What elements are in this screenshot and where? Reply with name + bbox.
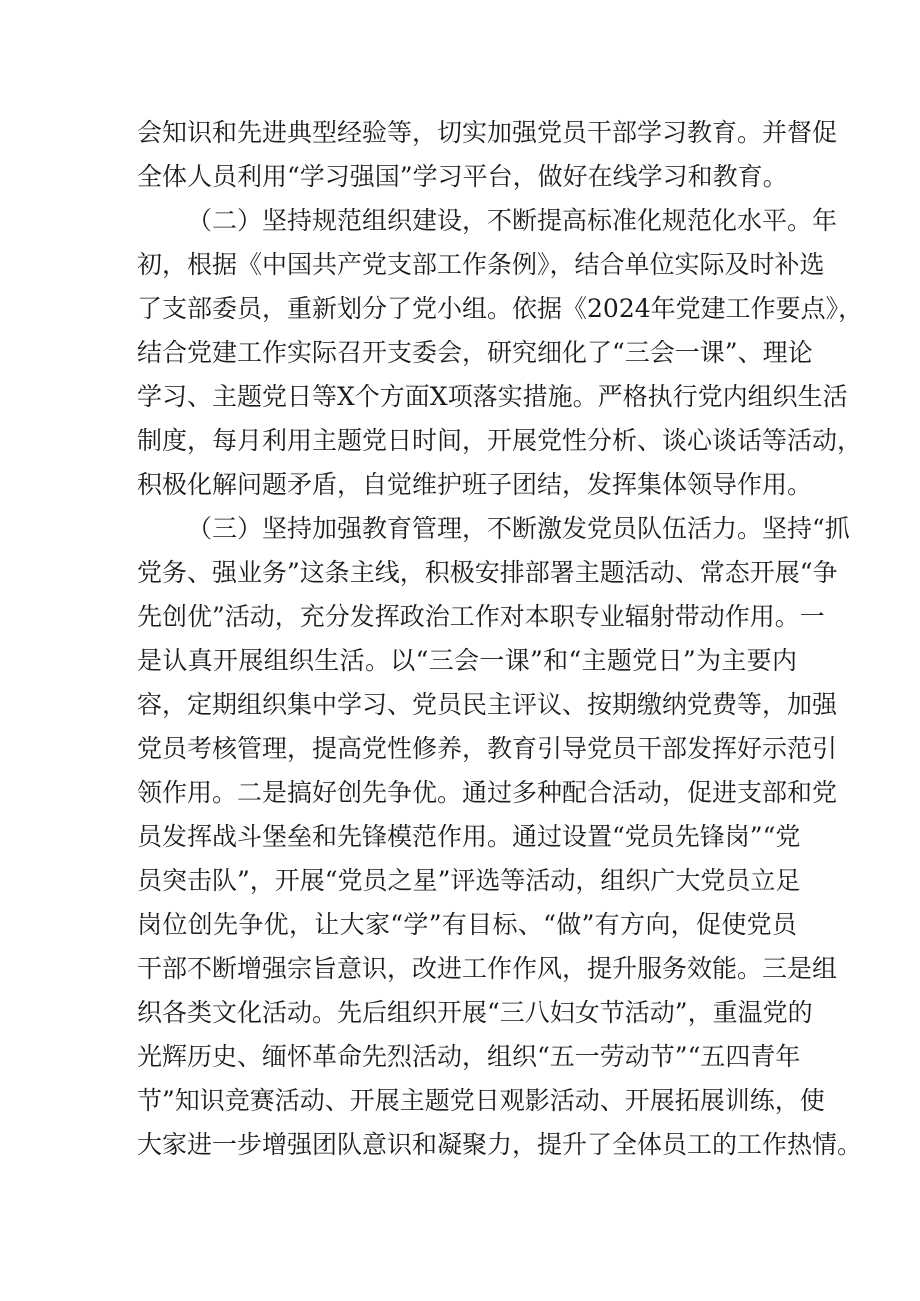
text-line: 制度，每月利用主题党日时间，开展党性分析、谈心谈话等活动， [137,426,863,455]
text-line: 先创优”活动，充分发挥政治工作对本职专业辐射带动作用。一 [137,602,825,631]
text-line: 积极化解问题矛盾，自觉维护班子团结，发挥集体领导作用。 [137,470,813,499]
text-line: 了支部委员，重新划分了党小组。依据《2024年党建工作要点》， [137,294,864,323]
text-line: 大家进一步增强团队意识和凝聚力，提升了全体员工的工作热情。 [137,1130,863,1159]
text-line: 员发挥战斗堡垒和先锋模范作用。通过设置“党员先锋岗”“党 [137,822,801,851]
text-line: 学习、主题党日等X个方面X项落实措施。严格执行党内组织生活 [137,382,848,411]
text-line: 党务、强业务”这条主线，积极安排部署主题活动、常态开展“争 [137,558,838,587]
text-line: 全体人员利用“学习强国”学习平台，做好在线学习和教育。 [137,162,788,191]
text-line: 光辉历史、缅怀革命先烈活动，组织“五一劳动节”“五四青年 [137,1042,801,1071]
section-heading-line: （二）坚持规范组织建设，不断提高标准化规范化水平。年 [187,206,838,235]
text-line: 员突击队”，开展“党员之星”评选等活动，组织广大党员立足 [137,866,801,895]
text-line: 岗位创先争优，让大家“学”有目标、“做”有方向，促使党员 [137,910,797,939]
text-line: 结合党建工作实际召开支委会，研究细化了“三会一课”、理论 [137,338,813,367]
text-line: 初，根据《中国共产党支部工作条例》，结合单位实际及时补选 [137,250,825,279]
section-heading-line: （三）坚持加强教育管理，不断激发党员队伍活力。坚持“抓 [187,514,850,543]
text-line: 是认真开展组织生活。以“三会一课”和“主题党日”为主要内 [137,646,797,675]
text-line: 织各类文化活动。先后组织开展“三八妇女节活动”，重温党的 [137,998,813,1027]
text-line: 会知识和先进典型经验等，切实加强党员干部学习教育。并督促 [137,118,838,147]
text-line: 领作用。二是搞好创先争优。通过多种配合活动，促进支部和党 [137,778,838,807]
text-line: 党员考核管理，提高党性修养，教育引导党员干部发挥好示范引 [137,734,838,763]
text-line: 容，定期组织集中学习、党员民主评议、按期缴纳党费等，加强 [137,690,838,719]
text-line: 干部不断增强宗旨意识，改进工作作风，提升服务效能。三是组 [137,954,838,983]
text-line: 节”知识竞赛活动、开展主题党日观影活动、开展拓展训练，使 [137,1086,825,1115]
